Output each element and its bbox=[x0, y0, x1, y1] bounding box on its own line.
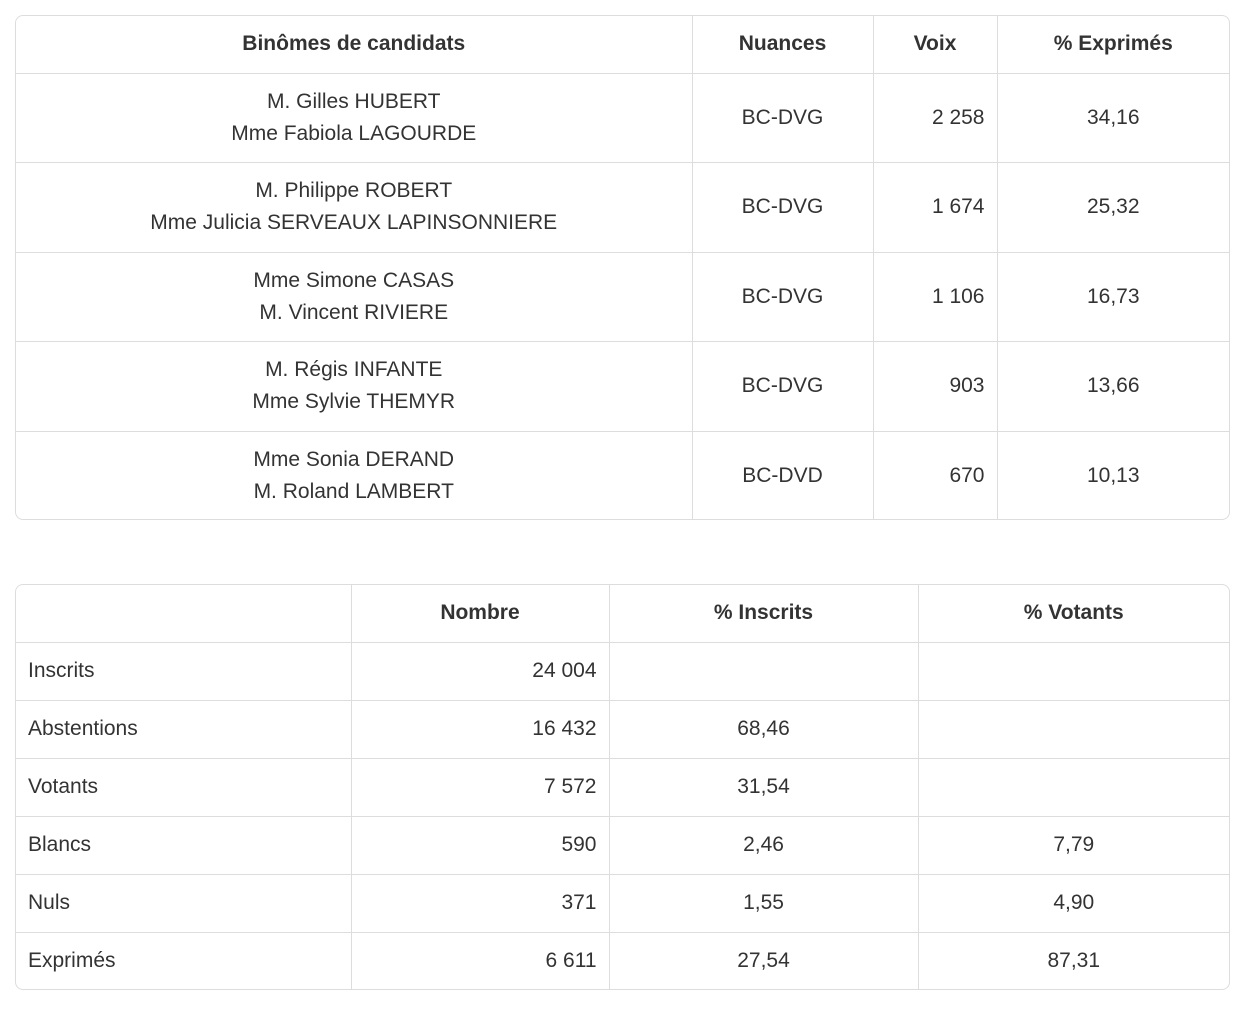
candidate-pair bbox=[16, 163, 692, 253]
stat-pct-inscrits: 31,54 bbox=[609, 758, 918, 816]
stats-table-container bbox=[15, 584, 1230, 990]
voix-cell: 670 bbox=[873, 431, 997, 520]
table-row bbox=[16, 342, 1229, 432]
header-nombre: Nombre bbox=[351, 585, 609, 642]
candidate-pair bbox=[16, 252, 692, 342]
candidate-pair bbox=[16, 431, 692, 520]
candidate-pair bbox=[16, 73, 692, 163]
table-row bbox=[16, 816, 1229, 874]
stat-nombre: 7 572 bbox=[351, 758, 609, 816]
candidate-name: Mme Julicia SERVEAUX LAPINSONNIERE bbox=[150, 211, 558, 235]
voix-cell: 1 674 bbox=[873, 163, 997, 253]
pct-exprimes-cell: 34,16 bbox=[997, 73, 1229, 163]
nuance-cell: BC-DVG bbox=[692, 252, 873, 342]
stat-label: Abstentions bbox=[16, 700, 351, 758]
stat-label: Blancs bbox=[16, 816, 351, 874]
header-exprimes: % Exprimés bbox=[997, 16, 1229, 73]
nuance-cell: BC-DVG bbox=[692, 73, 873, 163]
stat-pct-inscrits: 68,46 bbox=[609, 700, 918, 758]
header-pct-inscrits: % Inscrits bbox=[609, 585, 918, 642]
candidate-pair bbox=[16, 342, 692, 432]
header-nuances: Nuances bbox=[692, 16, 873, 73]
stat-pct-inscrits: 27,54 bbox=[609, 932, 918, 990]
stat-label: Votants bbox=[16, 758, 351, 816]
table-row bbox=[16, 431, 1229, 520]
stat-pct-votants bbox=[918, 642, 1229, 700]
pct-exprimes-cell: 16,73 bbox=[997, 252, 1229, 342]
nuance-cell: BC-DVD bbox=[692, 431, 873, 520]
table-row bbox=[16, 700, 1229, 758]
candidate-name: M. Régis INFANTE bbox=[265, 358, 443, 382]
stat-pct-votants: 4,90 bbox=[918, 874, 1229, 932]
voix-cell: 1 106 bbox=[873, 252, 997, 342]
candidate-name: M. Vincent RIVIERE bbox=[259, 300, 449, 324]
table-row bbox=[16, 163, 1229, 253]
results-header-row bbox=[16, 16, 1229, 73]
stat-pct-votants: 87,31 bbox=[1047, 949, 1101, 973]
header-label bbox=[16, 585, 351, 642]
nuance-cell: BC-DVG bbox=[692, 342, 873, 432]
candidate-name: M. Gilles HUBERT bbox=[267, 89, 441, 113]
stat-label: Exprimés bbox=[16, 932, 351, 990]
stat-pct-inscrits: 1,55 bbox=[609, 874, 918, 932]
header-candidates: Binômes de candidats bbox=[16, 16, 692, 73]
pct-exprimes-cell: 10,13 bbox=[1086, 464, 1140, 487]
candidate-name: Mme Fabiola LAGOURDE bbox=[231, 121, 477, 145]
header-pct-votants: % Votants bbox=[918, 585, 1229, 642]
results-table-container bbox=[15, 15, 1230, 520]
candidate-name: Mme Sylvie THEMYR bbox=[252, 390, 456, 414]
table-row bbox=[16, 73, 1229, 163]
stats-header-row bbox=[16, 585, 1229, 642]
stat-nombre: 16 432 bbox=[351, 700, 609, 758]
stat-label: Nuls bbox=[16, 874, 351, 932]
pct-exprimes-cell: 13,66 bbox=[997, 342, 1229, 432]
candidate-name: Mme Simone CASAS bbox=[253, 268, 455, 292]
stat-nombre: 371 bbox=[351, 874, 609, 932]
nuance-cell: BC-DVG bbox=[692, 163, 873, 253]
candidate-name: Mme Sonia DERAND bbox=[253, 448, 455, 471]
table-row bbox=[16, 758, 1229, 816]
candidates-results-table bbox=[16, 16, 1229, 520]
stat-pct-votants: 7,79 bbox=[918, 816, 1229, 874]
stat-nombre: 24 004 bbox=[351, 642, 609, 700]
candidate-name: M. Philippe ROBERT bbox=[255, 179, 453, 203]
participation-stats-table bbox=[16, 585, 1229, 990]
table-row bbox=[16, 252, 1229, 342]
stat-pct-inscrits: 2,46 bbox=[609, 816, 918, 874]
stat-pct-votants bbox=[918, 700, 1229, 758]
table-row bbox=[16, 642, 1229, 700]
voix-cell: 2 258 bbox=[873, 73, 997, 163]
table-row bbox=[16, 874, 1229, 932]
stat-label: Inscrits bbox=[16, 642, 351, 700]
candidate-name: M. Roland LAMBERT bbox=[253, 480, 454, 503]
stat-nombre: 6 611 bbox=[351, 932, 609, 990]
table-row bbox=[16, 932, 1229, 990]
stat-pct-inscrits bbox=[609, 642, 918, 700]
pct-exprimes-cell: 25,32 bbox=[997, 163, 1229, 253]
header-voix: Voix bbox=[873, 16, 997, 73]
voix-cell: 903 bbox=[873, 342, 997, 432]
stat-nombre: 590 bbox=[351, 816, 609, 874]
stat-pct-votants bbox=[918, 758, 1229, 816]
